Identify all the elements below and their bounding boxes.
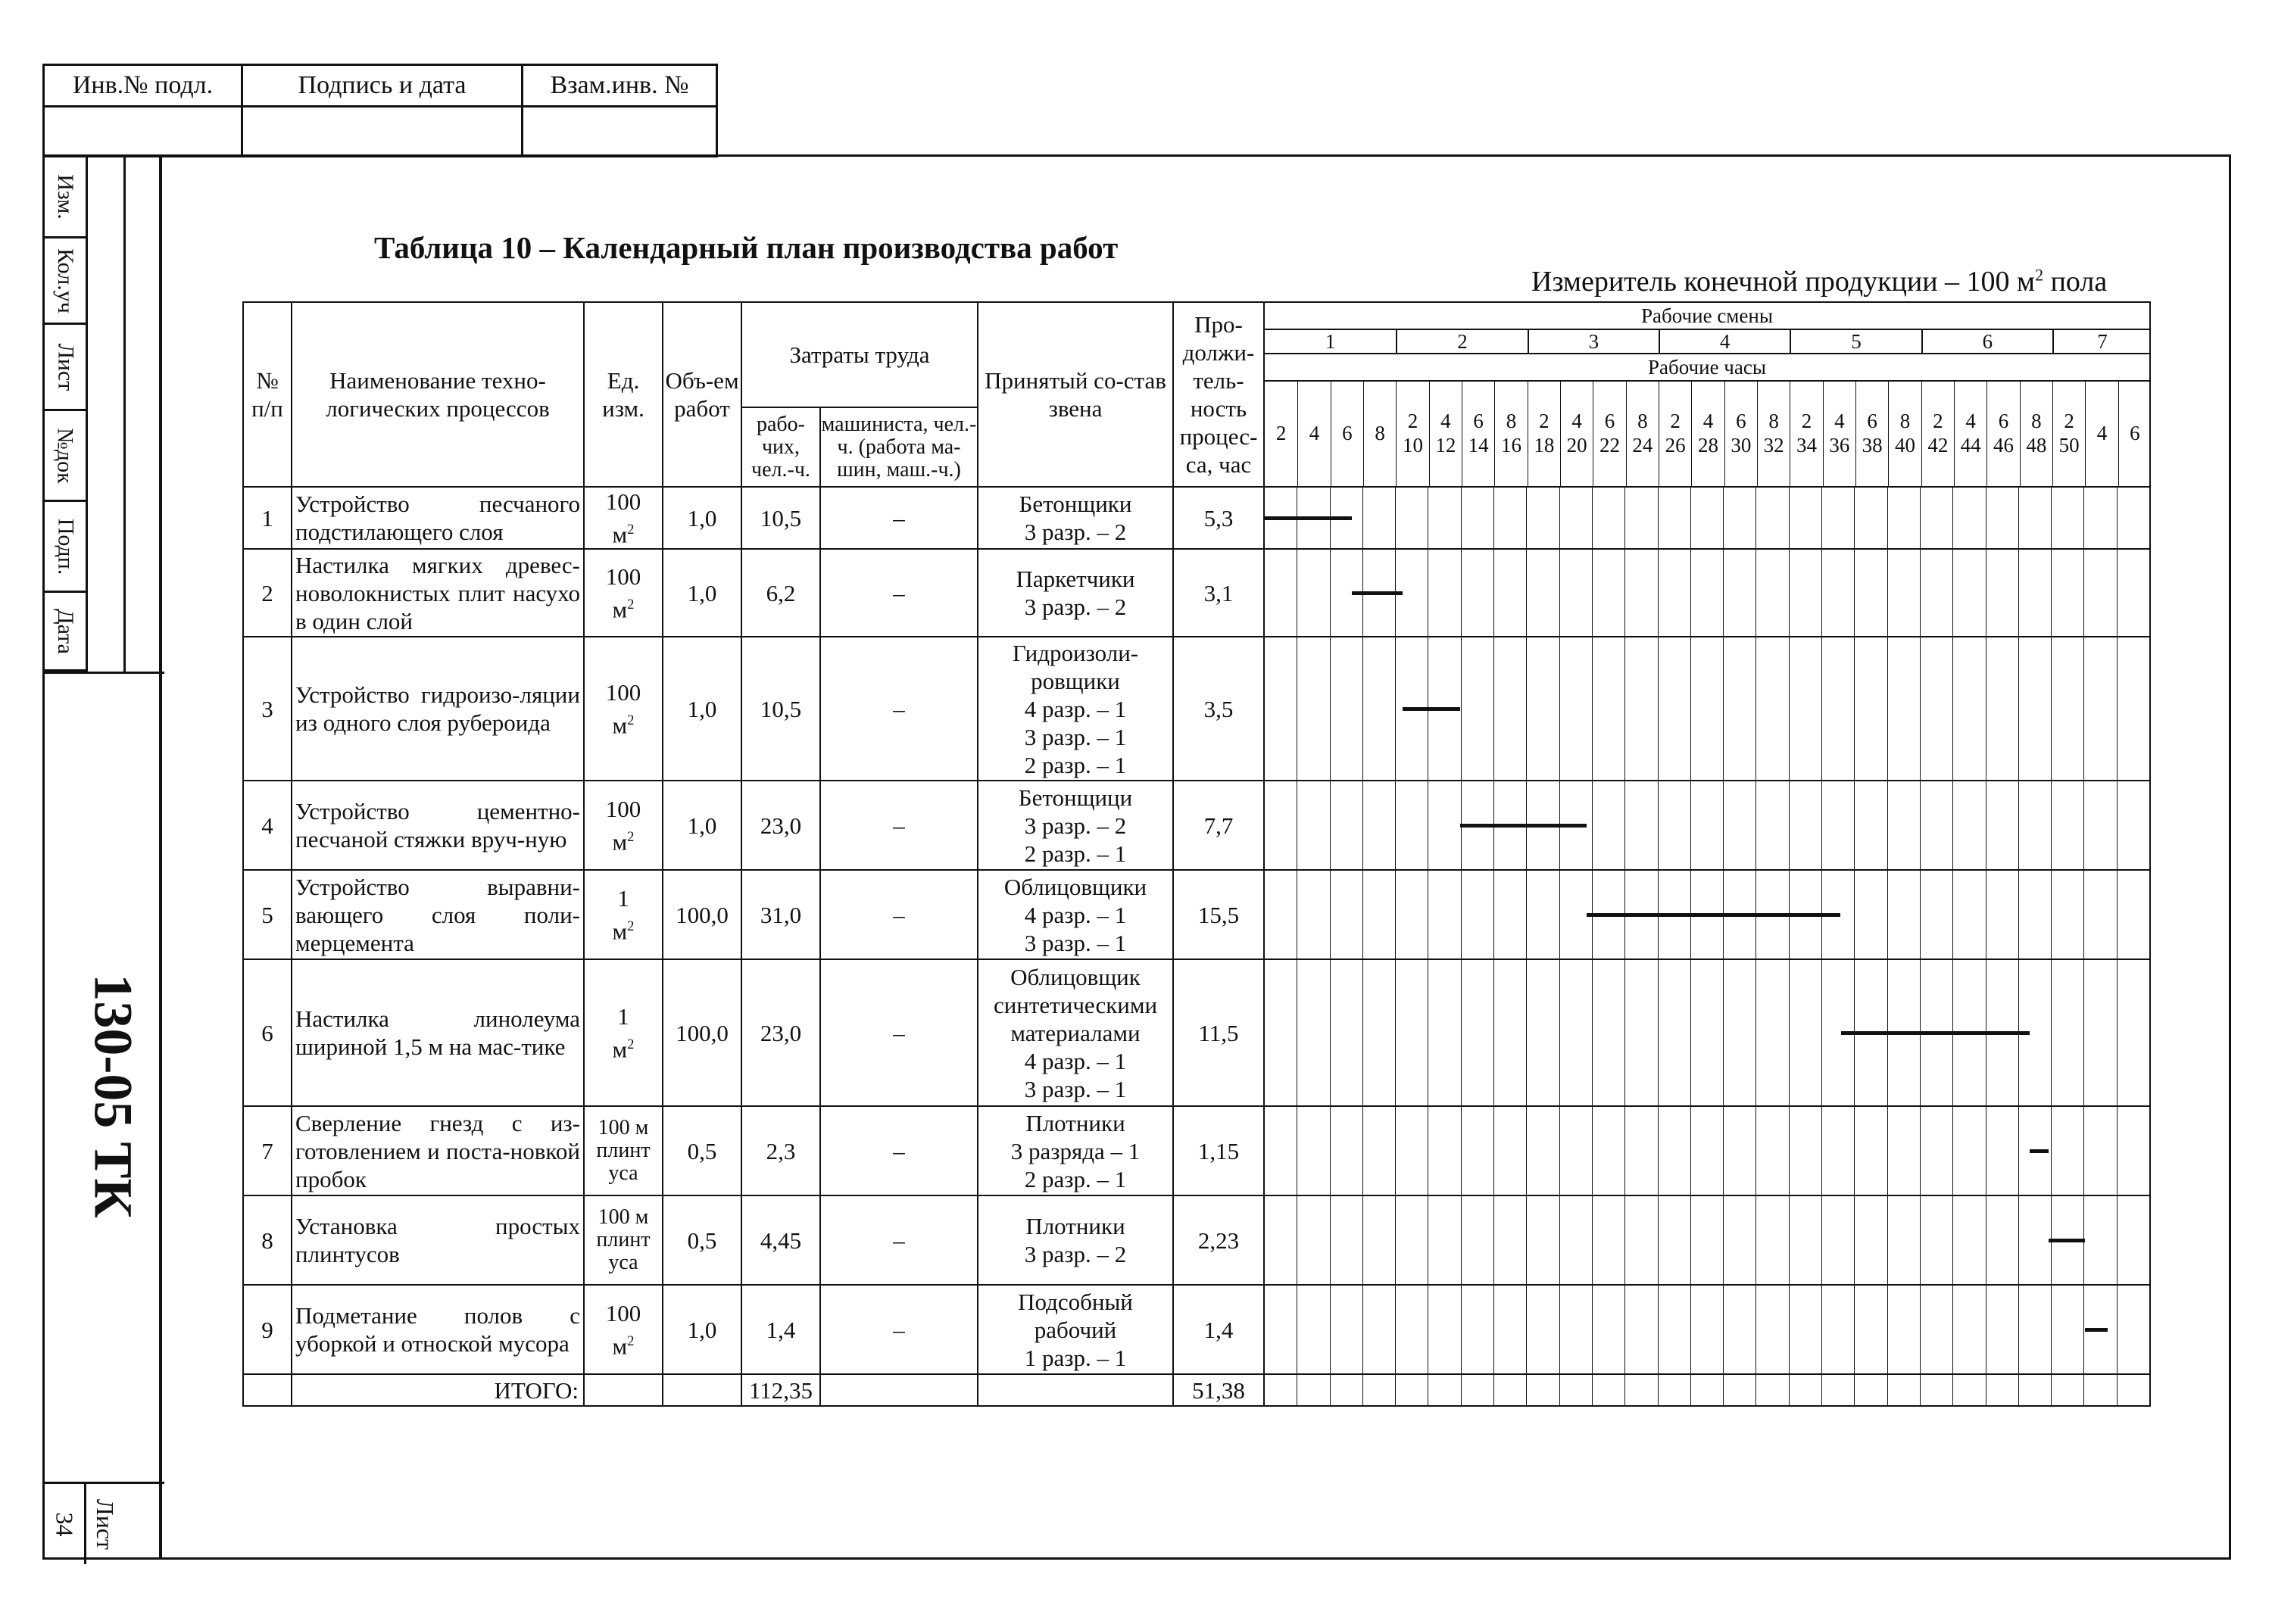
process-name: Настилка мягких древес-новолокнистых плит насухо в один слой: [292, 549, 584, 637]
duration: 15,5: [1173, 870, 1264, 959]
hour-label: 2 50: [2052, 380, 2085, 486]
hour-label: 2 10: [1396, 380, 1428, 486]
duration: 2,23: [1173, 1195, 1264, 1285]
sheet-label: Лист: [84, 1484, 123, 1564]
side-label-ndok: №док: [45, 411, 86, 502]
gantt-row: [1264, 1106, 2150, 1195]
gantt-row: [1264, 781, 2150, 870]
header-duration: Про-должи-тель-ность процес-са, час: [1173, 302, 1264, 487]
labor-machinist: –: [820, 549, 978, 637]
hour-label: 4 12: [1429, 380, 1462, 486]
hour-label: 4 44: [1954, 380, 1986, 486]
duration: 3,5: [1173, 637, 1264, 781]
shift-number: 2: [1396, 329, 1527, 354]
gantt-bar: [1265, 516, 1352, 520]
unit: 100 м плинт уса: [584, 1106, 663, 1195]
volume: 100,0: [663, 959, 741, 1106]
inv-podl-label: Инв.№ подл.: [45, 66, 243, 105]
hours-label: Рабочие часы: [1265, 354, 2149, 382]
labor-workers: 31,0: [741, 870, 820, 959]
hour-label: 8 40: [1888, 380, 1921, 486]
hour-label: 2 18: [1528, 380, 1560, 486]
header-labor: Затраты труда: [741, 302, 978, 407]
unit-of-measure: Измеритель конечной продукции – 100 $м^2$ пола: [1531, 265, 2108, 298]
side-label-kolvo: Кол.уч: [45, 238, 86, 325]
shift-number: 6: [1921, 329, 2052, 354]
hour-label: 8 24: [1626, 380, 1659, 486]
hour-label: 4: [2085, 380, 2118, 486]
process-name: Устройство песчаного подстилающего слоя: [292, 487, 584, 549]
hour-label: 6 38: [1855, 380, 1888, 486]
volume: 1,0: [663, 549, 741, 637]
signature-date-label: Подпись и дата: [243, 66, 523, 105]
crew: Плотники 3 разряда – 1 2 разр. – 1: [978, 1106, 1173, 1195]
stamp-block: [42, 64, 718, 157]
row-num: 9: [243, 1285, 292, 1374]
crew: Бетонщици 3 разр. – 2 2 разр. – 1: [978, 781, 1173, 870]
duration: 7,7: [1173, 781, 1264, 870]
hour-label: 6 30: [1724, 380, 1757, 486]
unit: 1 $м^2$: [584, 870, 663, 959]
duration: 11,5: [1173, 959, 1264, 1106]
table-row: [243, 487, 2150, 549]
labor-workers: 2,3: [741, 1106, 820, 1195]
labor-machinist: –: [820, 959, 978, 1106]
process-name: Установка простых плинтусов: [292, 1195, 584, 1285]
hour-label: 8: [1363, 380, 1396, 486]
labor-workers: 1,4: [741, 1285, 820, 1374]
unit: 100 $м^2$: [584, 549, 663, 637]
side-label-izm: Изм.: [45, 157, 86, 238]
hour-label: 4 20: [1560, 380, 1593, 486]
table-title: Таблица 10 – Календарный план производства работ: [374, 230, 1119, 265]
volume: 100,0: [663, 870, 741, 959]
process-name: Настилка линолеума шириной 1,5 м на мас-тике: [292, 959, 584, 1106]
stamp-cell: [45, 105, 243, 157]
hour-label: 2 26: [1659, 380, 1691, 486]
crew: Плотники 3 разр. – 2: [978, 1195, 1173, 1285]
labor-machinist: –: [820, 1106, 978, 1195]
table-row: [243, 959, 2150, 1106]
gantt-row: [1264, 487, 2150, 549]
hour-label: 6: [1331, 380, 1363, 486]
shift-number: 4: [1659, 329, 1790, 354]
crew: Паркетчики 3 разр. – 2: [978, 549, 1173, 637]
row-num: 3: [243, 637, 292, 781]
gantt-bar: [1841, 1031, 2030, 1035]
duration: 5,3: [1173, 487, 1264, 549]
process-name: Устройство гидроизо-ляции из одного слоя рубероида: [292, 637, 584, 781]
gantt-header: [1264, 302, 2150, 487]
total-duration: 51,38: [1173, 1374, 1264, 1406]
gantt-bar: [1460, 824, 1587, 828]
labor-machinist: –: [820, 1195, 978, 1285]
row-num: 8: [243, 1195, 292, 1285]
labor-workers: 10,5: [741, 637, 820, 781]
gantt-row: [1264, 959, 2150, 1106]
header-num: № п/п: [243, 302, 292, 487]
hour-label: 4 36: [1823, 380, 1855, 486]
row-num: 6: [243, 959, 292, 1106]
header-name: Наименование техно-логических процессов: [292, 302, 584, 487]
side-label-podp: Подп.: [45, 502, 86, 593]
hour-label: 6 22: [1593, 380, 1625, 486]
hour-label: 2 42: [1921, 380, 1954, 486]
header-volume: Объ-ем работ: [663, 302, 741, 487]
table-row: [243, 637, 2150, 781]
table-row: [243, 1195, 2150, 1285]
header-labor-machinist: машиниста, чел.-ч. (работа ма-шин, маш.-ч.): [820, 407, 978, 487]
labor-workers: 6,2: [741, 549, 820, 637]
process-name: Подметание полов с уборкой и отноской мусора: [292, 1285, 584, 1374]
side-label-list: Лист: [45, 325, 86, 411]
gantt-row: [1264, 870, 2150, 959]
side-column: [86, 157, 125, 672]
volume: 1,0: [663, 781, 741, 870]
duration: 1,15: [1173, 1106, 1264, 1195]
crew: Гидроизоли-ровщики 4 разр. – 1 3 разр. – 1 2 разр. – 1: [978, 637, 1173, 781]
total-row: [243, 1374, 2150, 1406]
table-row: [243, 781, 2150, 870]
gantt-bar: [1352, 591, 1403, 595]
duration: 3,1: [1173, 549, 1264, 637]
gantt-row: [1264, 637, 2150, 781]
labor-machinist: –: [820, 1285, 978, 1374]
table-row: [243, 549, 2150, 637]
crew: Облицовщик синтетическими материалами 4 разр. – 1 3 разр. – 1: [978, 959, 1173, 1106]
volume: 1,0: [663, 1285, 741, 1374]
unit: 100 $м^2$: [584, 637, 663, 781]
shift-number: 5: [1790, 329, 1921, 354]
total-label: ИТОГО:: [292, 1374, 584, 1406]
stamp-cell: [243, 105, 523, 157]
hour-label: 8 16: [1494, 380, 1527, 486]
process-name: Устройство выравни-вающего слоя поли-мерцемента: [292, 870, 584, 959]
gantt-bar: [2049, 1239, 2085, 1242]
hour-label: 2 34: [1790, 380, 1822, 486]
process-name: Устройство цементно-песчаной стяжки вруч-ную: [292, 781, 584, 870]
gantt-row: [1264, 1195, 2150, 1285]
crew: Бетонщики 3 разр. – 2: [978, 487, 1173, 549]
unit: 100 м плинт уса: [584, 1195, 663, 1285]
row-num: 5: [243, 870, 292, 959]
sheet-box: [45, 1482, 164, 1562]
hour-label: 4 28: [1691, 380, 1724, 486]
hour-label: 8 32: [1757, 380, 1790, 486]
labor-workers: 23,0: [741, 781, 820, 870]
document-code: 130-05 ТК: [83, 973, 144, 1218]
hour-label: 4: [1297, 380, 1330, 486]
labor-machinist: –: [820, 487, 978, 549]
vzam-inv-label: Взам.инв. №: [550, 71, 689, 99]
unit: 1 $м^2$: [584, 959, 663, 1106]
header-unit: Ед. изм.: [584, 302, 663, 487]
duration: 1,4: [1173, 1285, 1264, 1374]
row-num: 2: [243, 549, 292, 637]
shift-number: 3: [1528, 329, 1659, 354]
hour-label: 6: [2118, 380, 2150, 486]
labor-machinist: –: [820, 781, 978, 870]
labor-machinist: –: [820, 637, 978, 781]
side-stamp: [42, 154, 162, 1560]
gantt-row: [1264, 549, 2150, 637]
unit: 100 $м^2$: [584, 1285, 663, 1374]
shift-number: 7: [2052, 329, 2150, 354]
labor-workers: 4,45: [741, 1195, 820, 1285]
row-num: 4: [243, 781, 292, 870]
labor-workers: 23,0: [741, 959, 820, 1106]
shift-number: 1: [1265, 329, 1396, 354]
row-num: 7: [243, 1106, 292, 1195]
labor-machinist: –: [820, 870, 978, 959]
unit: 100 $м^2$: [584, 781, 663, 870]
gantt-bar: [1587, 913, 1841, 917]
shifts-label: Рабочие смены: [1265, 303, 2149, 330]
volume: 0,5: [663, 1195, 741, 1285]
labor-workers: 10,5: [741, 487, 820, 549]
gantt-bar: [1403, 707, 1460, 711]
side-column: [123, 157, 163, 672]
header-labor-workers: рабо-чих, чел.-ч.: [741, 407, 820, 487]
stamp-cell: [523, 105, 716, 157]
volume: 0,5: [663, 1106, 741, 1195]
sheet-number: 34: [51, 1512, 79, 1536]
row-num: 1: [243, 487, 292, 549]
gantt-bar: [2030, 1149, 2049, 1153]
volume: 1,0: [663, 487, 741, 549]
side-divider: [45, 672, 164, 674]
hour-label: 6 46: [1986, 380, 2019, 486]
hour-label: 8 48: [2020, 380, 2052, 486]
unit: 100 $м^2$: [584, 487, 663, 549]
table-row: [243, 870, 2150, 959]
process-name: Сверление гнезд с из-готовлением и поста-новкой пробок: [292, 1106, 584, 1195]
crew: Облицовщики 4 разр. – 1 3 разр. – 1: [978, 870, 1173, 959]
header-crew: Принятый со-став звена: [978, 302, 1173, 487]
table-row: [243, 1106, 2150, 1195]
table-row: [243, 1285, 2150, 1374]
gantt-bar: [2085, 1328, 2108, 1332]
side-label-data: Дата: [45, 593, 86, 672]
total-workers: 112,35: [741, 1374, 820, 1406]
hour-label: 2: [1275, 422, 1287, 444]
volume: 1,0: [663, 637, 741, 781]
gantt-row: [1264, 1285, 2150, 1374]
crew: Подсобный рабочий 1 разр. – 1: [978, 1285, 1173, 1374]
schedule-table: [242, 301, 2151, 1407]
hour-label: 6 14: [1462, 380, 1494, 486]
